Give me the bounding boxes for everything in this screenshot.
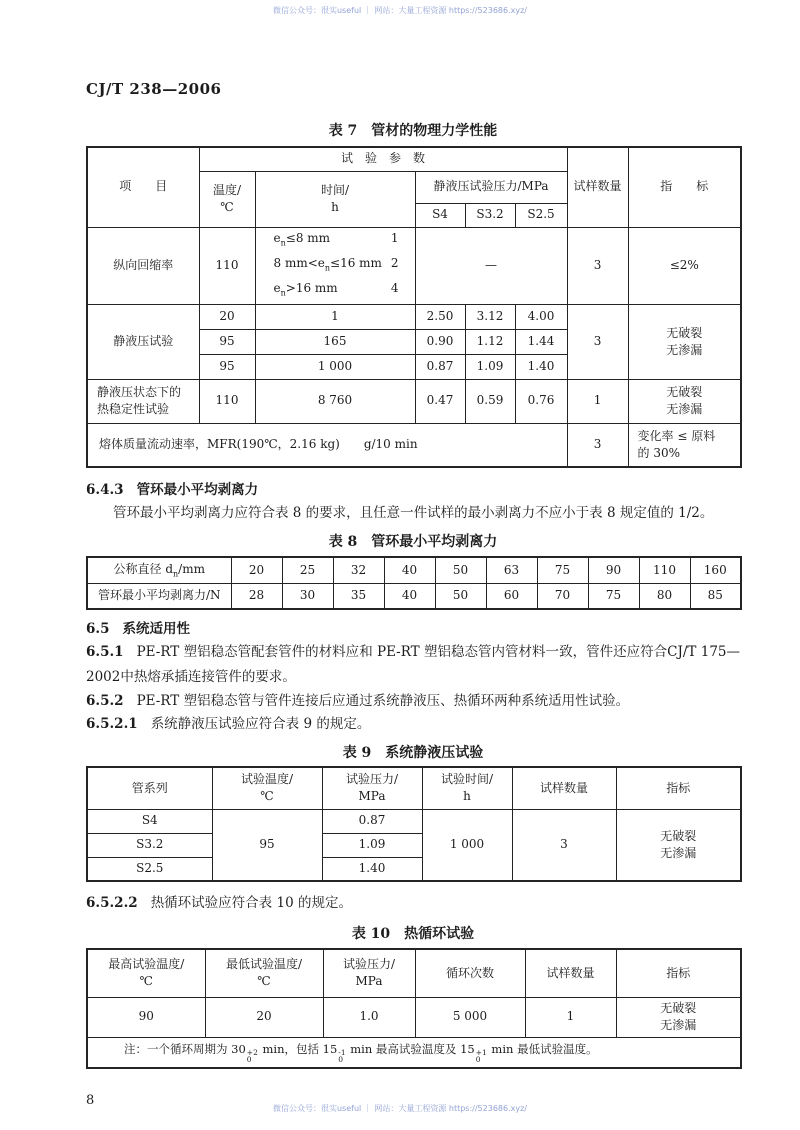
t7-mfr-samples: 3 [567,423,628,467]
t9-header-series: 管系列 [87,767,212,809]
table10-title: 表 10 热循环试验 [351,926,475,943]
t7-hydro-temp: 95 [199,354,255,379]
condition-row: $e_n>16$ mm 4 [273,281,399,298]
t7-shrink-temp: 110 [199,227,255,304]
paragraph-text: PE-RT 塑铝稳态管与管件连接后应通过系统静液压、热循环两种系统适用性试验。 [136,693,630,710]
section-number: 6.5 [86,621,110,638]
table9 [86,766,742,882]
t8-diameter: 32 [333,557,384,583]
t8-force: 28 [231,583,282,609]
t7-shrink-conditions [255,227,415,304]
t9-header-time: 试验时间/ h [422,767,512,809]
paragraph-text: 系统静液压试验应符合表 9 的规定。 [150,716,371,733]
t7-hydro-temp: 95 [199,329,255,354]
t10-pressure: 1.0 [323,997,415,1037]
t7-thermal-samples: 1 [567,379,628,423]
t8-diameter: 63 [486,557,537,583]
t7-hydro-s25: 1.40 [515,354,567,379]
paragraph-6-5-2-1 [86,713,740,736]
t7-header-s32: S3.2 [465,203,515,227]
t9-series: S3.2 [87,833,212,857]
t7-header-samples: 试样数量 [567,147,628,227]
section-title: 系统适用性 [122,621,190,638]
t7-hydro-index: 无破裂 无渗漏 [628,304,741,379]
t9-pressure: 1.40 [322,857,422,881]
t8-diameter: 110 [639,557,690,583]
paragraph-6-5-2-2 [86,892,740,915]
t7-hydro-s32: 1.12 [465,329,515,354]
t7-header-index: 指 标 [628,147,741,227]
t7-shrink-samples: 3 [567,227,628,304]
t9-pressure: 1.09 [322,833,422,857]
condition-row: $e_n\le 8$ mm 1 [273,230,399,247]
t10-header-pressure: 试验压力/ MPa [323,949,415,997]
t7-hydro-s4: 0.90 [415,329,465,354]
t10-header-samples: 试样数量 [525,949,616,997]
table8 [86,556,742,610]
table10 [86,948,742,1069]
paragraph-6-4-3: 管环最小平均剥离力应符合表 8 的要求，且任意一件试样的最小剥离力不应小于表 8 规定值的 1/2。 [113,505,714,522]
t7-header-s25: S2.5 [515,203,567,227]
t7-header-pressure: 静液压试验压力/MPa [415,171,567,203]
t8-force: 60 [486,583,537,609]
tolerance: +1 0 [475,1047,487,1064]
t10-cycles: 5 000 [415,997,525,1037]
t10-index: 无破裂 无渗漏 [616,997,741,1037]
t7-thermal-temp: 110 [199,379,255,423]
doc-code: CJ/T 238—2006 [86,80,222,98]
paragraph-number: 6.5.2.2 [86,895,138,912]
t7-hydro-s4: 2.50 [415,304,465,329]
t8-force: 35 [333,583,384,609]
t7-hydro-s25: 1.44 [515,329,567,354]
t8-diameter: 40 [384,557,435,583]
section-number: 6.4.3 [86,482,124,499]
t8-diameter-label: 公称直径 $d_n/mm$ [87,557,231,583]
t7-hydro-time: 165 [255,329,415,354]
section-6-4-3-heading [86,478,740,498]
t8-diameter: 50 [435,557,486,583]
t10-header-max-temp: 最高试验温度/ ℃ [87,949,205,997]
paragraph-number: 6.5.2 [86,693,124,710]
t9-time: 1 000 [422,809,512,881]
t10-samples: 1 [525,997,616,1037]
t10-header-cycles: 循环次数 [415,949,525,997]
t8-diameter: 90 [588,557,639,583]
page-content [86,80,740,1108]
tolerance: +2 0 [246,1047,258,1064]
t9-header-temp: 试验温度/ ℃ [212,767,322,809]
table7 [86,146,742,468]
t7-thermal-time: 8 760 [255,379,415,423]
t7-thermal-s25: 0.76 [515,379,567,423]
paragraph-6-5-1 [86,640,740,690]
t7-thermal-item: 静液压状态下的 热稳定性试验 [87,379,199,423]
t9-temp: 95 [212,809,322,881]
t10-note: 注：一个循环周期为 30 +2 0 min，包括 15 -1 0 min 最高试验温度及 15 +1 0 min 最低试验温度。 [87,1037,741,1068]
section-title: 管环最小平均剥离力 [136,482,259,499]
t9-series: S2.5 [87,857,212,881]
t7-thermal-s4: 0.47 [415,379,465,423]
watermark-bottom: 微信公众号：很实useful ｜ 网站：大量工程资源 https://523686.xyz/ [272,1104,528,1113]
t10-header-min-temp: 最低试验温度/ ℃ [205,949,323,997]
page-number: 8 [86,1092,95,1108]
t7-hydro-s25: 4.00 [515,304,567,329]
t8-force: 70 [537,583,588,609]
t7-header-s4: S4 [415,203,465,227]
tolerance: -1 0 [338,1047,346,1064]
t8-force: 75 [588,583,639,609]
t7-hydro-time: 1 000 [255,354,415,379]
t7-thermal-s32: 0.59 [465,379,515,423]
t7-header-item: 项 目 [87,147,199,227]
paragraph-text: PE-RT 塑铝稳态管配套管件的材料应和 PE-RT 塑铝稳态管内管材料一致，管件还应符合CJ/T 175—2002中热熔承插连接管件的要求。 [86,644,740,686]
paragraph-number: 6.5.2.1 [86,716,138,733]
t7-shrink-index: ≤2% [628,227,741,304]
t7-hydro-item: 静液压试验 [87,304,199,379]
table8-title: 表 8 管环最小平均剥离力 [328,534,498,551]
table7-title: 表 7 管材的物理力学性能 [328,123,498,139]
t8-force: 30 [282,583,333,609]
t9-header-pressure: 试验压力/ MPa [322,767,422,809]
t10-header-index: 指标 [616,949,741,997]
t10-max-temp: 90 [87,997,205,1037]
t7-hydro-temp: 20 [199,304,255,329]
t7-header-time: 时间/ h [255,171,415,227]
t9-header-index: 指标 [616,767,741,809]
t7-hydro-samples: 3 [567,304,628,379]
paragraph-6-5-2 [86,690,740,713]
t7-header-params: 试 验 参 数 [199,147,567,171]
t8-force: 85 [690,583,741,609]
t7-thermal-index: 无破裂 无渗漏 [628,379,741,423]
t9-header-samples: 试样数量 [512,767,616,809]
t8-diameter: 25 [282,557,333,583]
t7-hydro-s4: 0.87 [415,354,465,379]
t9-series: S4 [87,809,212,833]
t7-shrink-pressure: — [415,227,567,304]
condition-row: 8 $mm<e_n\le 16$ mm 2 [273,255,399,273]
paragraph-number: 6.5.1 [86,644,124,661]
t8-force: 40 [384,583,435,609]
t7-hydro-time: 1 [255,304,415,329]
t9-index: 无破裂 无渗漏 [616,809,741,881]
t10-min-temp: 20 [205,997,323,1037]
t9-pressure: 0.87 [322,809,422,833]
t8-diameter: 160 [690,557,741,583]
t8-force: 80 [639,583,690,609]
t7-hydro-s32: 3.12 [465,304,515,329]
t8-diameter: 20 [231,557,282,583]
watermark-top: 微信公众号：很实useful ｜ 网站：大量工程资源 https://523686.xyz/ [272,6,528,15]
section-6-5-heading [86,617,740,637]
t8-force-label: 管环最小平均剥离力/N [87,583,231,609]
t8-diameter: 75 [537,557,588,583]
t8-force: 50 [435,583,486,609]
t7-mfr-index: 变化率 ≤ 原料 的 30% [628,423,741,467]
t7-mfr-label: 熔体质量流动速率，MFR(190℃，2.16 kg) g/10 min [87,423,567,467]
t7-hydro-s32: 1.09 [465,354,515,379]
t7-shrink-item: 纵向回缩率 [87,227,199,304]
t7-header-temp: 温度/ ℃ [199,171,255,227]
table9-title: 表 9 系统静液压试验 [342,745,484,762]
paragraph-text: 热循环试验应符合表 10 的规定。 [150,895,352,912]
t9-samples: 3 [512,809,616,881]
